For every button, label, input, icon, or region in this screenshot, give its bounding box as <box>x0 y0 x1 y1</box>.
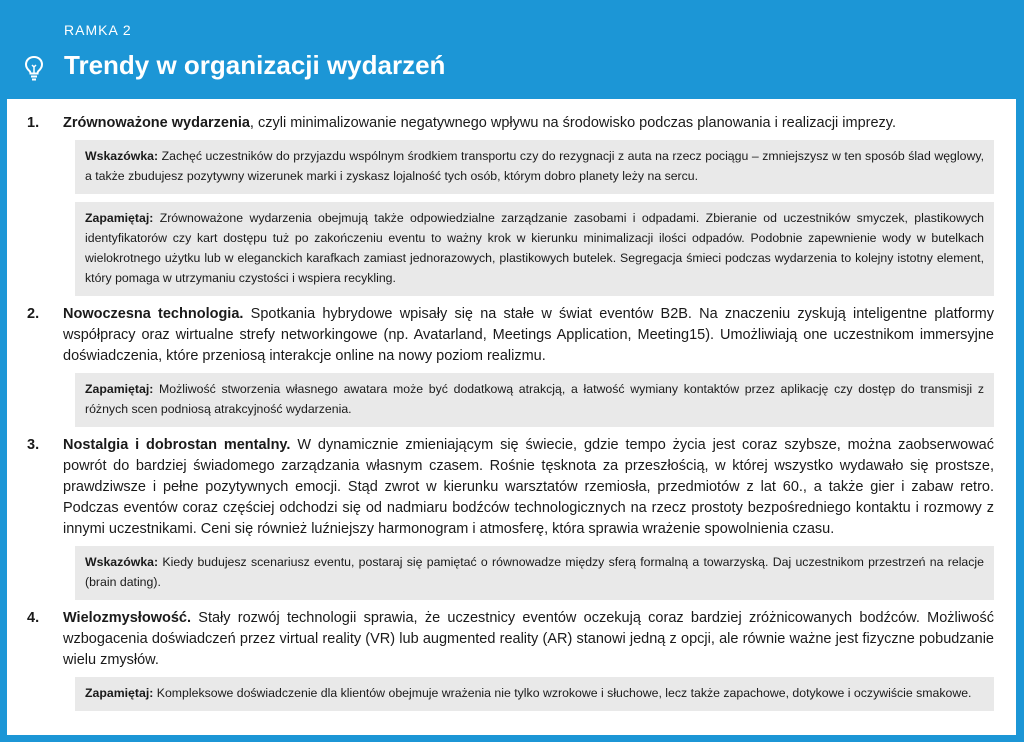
item-body <box>63 435 994 540</box>
note-text: Zrównoważone wydarzenia obejmują także odpowiedzialne zarządzanie zasobami i odpadami. Zbieranie od uczestników smyczek, plastikowych identyfikatorów czy kart dostępu tuż po zakończeniu eventu to ważny krok w kierunku minimalizacji ilości odpadów. Podobnie zapewnienie wody w butelkach wielokrotnego użytku lub w eleganckich karafkach zamiast jednorazowych, plastikowych butelek. Segregacja śmieci podczas wydarzenia to kolejny istotny element, który pomaga w utrzymaniu czystości i wspiera recykling. <box>85 211 984 285</box>
lightbulb-icon <box>24 55 44 81</box>
item-text: , czyli minimalizowanie negatywnego wpływu na środowisko podczas planowania i realizacji imprezy. <box>249 115 897 131</box>
note-label: Zapamiętaj: <box>85 382 154 396</box>
note-label: Zapamiętaj: <box>85 211 154 225</box>
item-body <box>63 608 994 671</box>
note-box <box>75 546 994 600</box>
item-number: 3. <box>27 437 40 453</box>
note-label: Wskazówka: <box>85 149 159 163</box>
item-number: 4. <box>27 610 40 626</box>
list-item <box>27 113 994 134</box>
note-text: Kiedy budujesz scenariusz eventu, postaraj się pamiętać o równowadze między sferą formalną a towarzyską. Daj uczestnikom przestrzeń na relacje (brain dating). <box>85 555 984 589</box>
note-box <box>75 140 994 194</box>
item-text: Stały rozwój technologii sprawia, że uczestnicy eventów oczekują coraz bardziej zróżnicowanych bodźców. Możliwość wzbogacenia doświadczeń przez virtual reality (VR) lub augmented reality (AR) stanowi jedną z opcji, ale równie ważne jest fizyczne pobudzanie wielu zmysłów. <box>63 610 994 668</box>
note-box <box>75 202 994 296</box>
frame-label: RAMKA 2 <box>64 22 132 38</box>
item-text: Spotkania hybrydowe wpisały się na stałe w świat eventów B2B. Na znaczeniu zyskują inteligentne platformy współpracy oraz wirtualne strefy networkingowe (np. Avatarland, Meetings Application, Meeting15). Umożliwiają one uczestnikom immersyjne doświadczenia, które przeniosą interakcje online na nowy poziom realizmu. <box>63 306 994 364</box>
item-body <box>63 304 994 367</box>
item-text: W dynamicznie zmieniającym się świecie, gdzie tempo życia jest coraz szybsze, można zaobserwować powrót do bardziej świadomego zarządzania własnym czasem. Rośnie tęsknota za przeszłością, w której wszystko wydawało się prostsze, prawdziwsze i pełne pozytywnych emocji. Stąd zwrot w kierunku warsztatów rzemiosła, przedmiotów z lat 60., a także gier i zabaw retro. Podczas eventów coraz częściej odchodzi się od nadmiaru bodźców technologicznych na rzecz prostoty bezpośredniego kontaktu i rozmowy z innymi uczestnikami. Ceni się również luźniejszy harmonogram i atmosferę, która sprawia wrażenie spowolnienia czasu. <box>63 437 994 537</box>
item-lead: Nowoczesna technologia. <box>63 306 244 322</box>
list-item <box>27 435 994 540</box>
note-box <box>75 677 994 711</box>
list-item <box>27 608 994 671</box>
item-number: 2. <box>27 306 40 322</box>
item-body <box>63 113 994 134</box>
note-box <box>75 373 994 427</box>
page-title: Trendy w organizacji wydarzeń <box>64 50 446 80</box>
content-box <box>7 99 1016 735</box>
note-label: Zapamiętaj: <box>85 686 154 700</box>
note-text: Kompleksowe doświadczenie dla klientów obejmuje wrażenia nie tylko wzrokowe i słuchowe, lecz także zapachowe, dotykowe i oczywiście smakowe. <box>153 686 972 700</box>
item-number: 1. <box>27 115 40 131</box>
note-text: Zachęć uczestników do przyjazdu wspólnym środkiem transportu czy do rezygnacji z auta na rzecz pociągu – zmniejszysz w ten sposób ślad węglowy, a także zbudujesz pozytywny wizerunek marki i zyskasz lojalność tych osób, którym dobro planety leży na sercu. <box>85 149 984 183</box>
item-lead: Nostalgia i dobrostan mentalny. <box>63 437 291 453</box>
note-label: Wskazówka: <box>85 555 159 569</box>
header <box>0 0 1024 100</box>
note-text: Możliwość stworzenia własnego awatara może być dodatkową atrakcją, a łatwość wymiany kontaktów przez aplikację czy dostęp do transmisji z różnych scen podniosą atrakcyjność wydarzenia. <box>85 382 984 416</box>
item-lead: Zrównoważone wydarzenia <box>63 115 250 131</box>
list-item <box>27 304 994 367</box>
item-lead: Wielozmysłowość. <box>63 610 191 626</box>
